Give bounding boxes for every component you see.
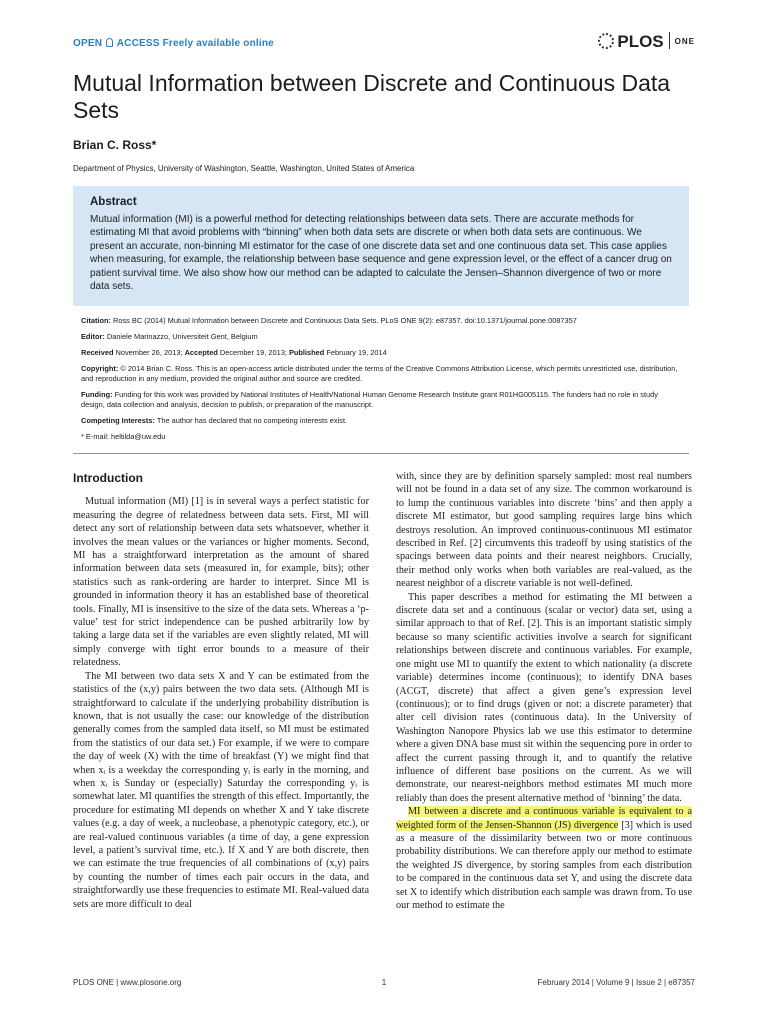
- highlighted-text: MI between a discrete and a continuous variable is equivalent to a weighted form of the Jensen-Shannon (JS) divergence: [396, 806, 692, 831]
- competing-interests-row: [81, 416, 681, 426]
- citation-row: [81, 316, 681, 326]
- open-access-lock-icon: [106, 38, 113, 47]
- affiliation: Department of Physics, University of Washington, Seattle, Washington, United States of America: [73, 164, 415, 173]
- open-access-banner: [73, 38, 274, 49]
- citation-text: Ross BC (2014) Mutual Information between Discrete and Continuous Data Sets. PLoS ONE 9(2): e87357. doi:10.1371/journal.pone.0087357: [113, 316, 577, 325]
- author-email[interactable]: * E-mail: heltilda@uw.edu: [81, 432, 166, 441]
- footer-issue: February 2014 | Volume 9 | Issue 2 | e87357: [537, 978, 695, 987]
- page-number: 1: [381, 978, 387, 987]
- accepted-date: December 19, 2013;: [219, 348, 287, 357]
- author-name: Brian C. Ross*: [73, 138, 157, 152]
- copyright-text: © 2014 Brian C. Ross. This is an open-access article distributed under the terms of the Creative Commons Attribution License, which permits unrestricted use, distribution, and reproduction in any medium, provided the original author and source are credited.: [81, 364, 678, 383]
- funding-text: Funding for this work was provided by National Institutes of Health/National Human Genome Research Institute grant R01HG005115. The funders had no role in study design, data collection and analysis, decision to publish, or preparation of the manuscript.: [81, 390, 658, 409]
- right-paragraph-2: This paper describes a method for estimating the MI between a discrete data set and a continuous (scalar or vector) data set, using a similar approach to that of Ref. [2]. This is an important statistic simply because so many scientific activities involve a search for significant relationships between discrete and continuous variables. For example, one might use MI to quantify the extent to which nationality (a discrete variable) determines income (continuous); to identify DNA bases (ACGT, discrete) that affect a given gene’s expression level (continuous); or to find drugs (given or not: a discrete parameter) that alter cell division rates (continuous data). In the University of Washington Nanopore Physics lab we use this estimator to determine where a given DNA base must sit within the sequencing pore in order to affect the current passing through it, and to quantify the relative influence of different base positions on the current. As we will demonstrate, our nearest-neighbors method estimates MI much more reliably than does the present alternative method of ‘binning’ the data.: [396, 591, 692, 804]
- abstract-text: Mutual information (MI) is a powerful method for detecting relationships between data sets. There are accurate methods for estimating MI that avoid problems with “binning” when both data sets are discrete or when both data sets are continuous. We present an accurate, non-binning MI estimator for the case of one discrete data set and one continuous data set. This case applies when measuring, for example, the relationship between base sequence and gene expression level, or the effect of a cancer drug on patient survival time. We also show how our method can be adapted to calculate the Jensen–Shannon divergence of two or more data sets.: [90, 214, 672, 293]
- plos-gear-icon: [598, 33, 614, 49]
- abstract-heading: Abstract: [90, 196, 137, 208]
- plos-one-logo: [598, 32, 695, 52]
- published-date: February 19, 2014: [326, 348, 387, 357]
- right-paragraph-1: with, since they are by definition sparsely sampled: most real numbers will not be found in a data set of any size. The common workaround is to lump the continuous variables into discrete ‘bins’ and then apply a discrete MI estimator, but good sampling requires large bins which destroys resolution. An improved continuous-continuous MI estimator described in Ref. [2] circumvents this tradeoff by using statistics of the spacings between data points and their nearest neighbors. Crucially, their method only works when both variables are real-valued, as the nearest neighbor of a discrete variable is not well-defined.: [396, 471, 692, 590]
- funding-row: [81, 390, 681, 410]
- intro-paragraph-2: The MI between two data sets X and Y can be estimated from the statistics of the (x,y) pairs between the two data sets. (Although MI is straightforward to calculate if the underlying probability distribution is known, that is not usually the case: our knowledge of the distribution generally comes from the sampled data itself, so MI must be estimated from the statistics of our data set.) For example, if we were to compare the day of week (X) with the time of breakfast (Y) we might find that when xᵢ is a weekday the corresponding yᵢ is early in the morning, and when xᵢ is Sunday or (especially) Saturday the corresponding yᵢ is somewhat later. MI quantifies the strength of this effect. Importantly, the procedure for estimating MI depends on whether X and Y take discrete values (e.g. a day of week, a nucleobase, a phenotypic category, etc.), or are real-valued continuous variables (a time of day, a gene expression level, a patient’s survival time, etc.). If X and Y are both discrete, then we can estimate the true frequencies of all combinations of (x,y) pairs by counting the number of times each pair occurs in the data, and straightforwardly use these frequencies to estimate MI. Real-valued data sets are more difficult to deal: [73, 670, 369, 910]
- editor-text: Daniele Marinazzo, Universiteit Gent, Belgium: [106, 332, 258, 341]
- journal-header: [73, 32, 695, 60]
- logo-divider: [669, 32, 670, 49]
- freely-available-label: Freely available online: [162, 38, 274, 49]
- received-label: Received: [81, 348, 114, 357]
- accepted-label: Accepted: [184, 348, 218, 357]
- competing-text: The author has declared that no competing interests exist.: [156, 416, 348, 425]
- one-wordmark: ONE: [674, 37, 695, 46]
- open-label: OPEN: [73, 38, 103, 49]
- article-title: Mutual Information between Discrete and Continuous Data Sets: [73, 70, 671, 123]
- competing-label: Competing Interests:: [81, 416, 155, 425]
- plos-wordmark: PLOS: [617, 32, 664, 51]
- footer-journal: PLOS ONE | www.plosone.org: [73, 978, 182, 987]
- right-paragraph-3-rest: [3] which is used as a measure of the dissimilarity between two or more continuous probability distributions. We can therefore apply our method to estimate the weighted JS divergence, by storing samples from each distribution to be compared in the continuous data set Y, and using the discrete data set X to identify which distribution each sample was drawn from. To use our method to estimate the: [396, 819, 693, 911]
- introduction-heading: Introduction: [73, 471, 143, 485]
- funding-label: Funding:: [81, 390, 113, 399]
- citation-label: Citation:: [81, 316, 111, 325]
- copyright-row: [81, 364, 681, 384]
- body-left-column: [73, 470, 369, 911]
- abstract-box: [73, 186, 689, 306]
- right-paragraph-3: [396, 805, 692, 912]
- intro-paragraph-1: Mutual information (MI) [1] is in several ways a perfect statistic for measuring the degree of relatedness between data sets. First, MI will detect any sort of relationship between data sets whatsoever, whether it involves the mean values or the variances or higher moments. Second, MI has a straightforward interpretation as the amount of shared information between data sets (measured in, for example, bits); other statistics such as rank-ordering are harder to interpret. Since MI is grounded in information theory it has an established base of theoretical tools. Finally, MI is insensitive to the size of the data sets. Whereas a ‘p-value’ test for strict independence can be pushed arbitrarily low by taking a large data set if the variables are even slightly related, MI will simply converge with tight error bounds to a measure of their relatedness.: [73, 496, 369, 669]
- published-label: Published: [288, 348, 325, 357]
- access-label: ACCESS: [116, 38, 160, 49]
- article-metadata: [81, 316, 681, 448]
- dates-row: [81, 348, 681, 358]
- received-date: November 26, 2013;: [115, 348, 183, 357]
- editor-row: [81, 332, 681, 342]
- copyright-label: Copyright:: [81, 364, 119, 373]
- email-row: [81, 432, 681, 442]
- body-right-column: [396, 470, 692, 912]
- section-divider: [73, 453, 689, 454]
- editor-label: Editor:: [81, 332, 105, 341]
